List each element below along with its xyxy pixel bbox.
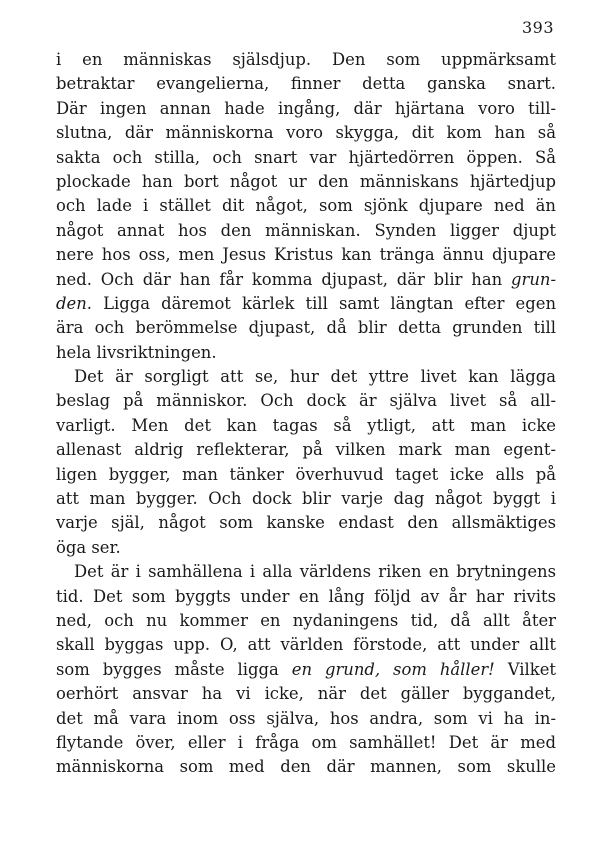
text-line [56, 438, 556, 462]
line-text: Det är i samhällena i alla världens riken en brytningens [74, 562, 556, 582]
line-text: ära och berömmelse djupast, då blir detta grunden till [56, 318, 556, 338]
body-text [56, 48, 556, 780]
text-line [56, 316, 556, 340]
text-line [56, 146, 556, 170]
text-line [56, 487, 556, 511]
page-number: 393 [521, 18, 554, 37]
line-text: flytande över, eller i fråga om samhället! Det är med [56, 732, 556, 752]
text-line [56, 731, 556, 755]
line-text: människorna som med den där mannen, som skulle [56, 757, 556, 777]
line-text: öga ser. [56, 537, 121, 557]
text-line [56, 194, 556, 218]
line-text: ned, och nu kommer en nydaningens tid, då allt åter [56, 610, 556, 630]
line-text: oerhört ansvar ha vi icke, när det gäller byggandet, [56, 684, 556, 704]
line-text: slutna, där människorna voro skygga, dit kom han så [56, 123, 556, 143]
line-text: och lade i stället dit något, som sjönk djupare ned än [56, 196, 556, 216]
text-line [56, 633, 556, 657]
text-line [56, 268, 556, 292]
line-text: som bygges måste ligga [56, 659, 292, 679]
text-line [56, 292, 556, 316]
line-text: ned. Och där han får komma djupast, där blir han [56, 269, 512, 289]
text-line [56, 585, 556, 609]
text-line [56, 365, 556, 389]
text-line [56, 536, 556, 560]
text-line [56, 121, 556, 145]
line-text: Vilket [494, 659, 556, 679]
text-line [56, 609, 556, 633]
text-line [56, 658, 556, 682]
line-text: Där ingen annan hade ingång, där hjärtana voro till- [56, 98, 556, 118]
italic-text: grun- [511, 269, 556, 289]
text-line [56, 389, 556, 413]
line-text: att man bygger. Och dock blir varje dag något byggt i [56, 489, 556, 509]
line-text: beslag på människor. Och dock är själva livet så all- [56, 391, 556, 411]
text-line [56, 707, 556, 731]
text-line [56, 560, 556, 584]
line-text: hela livsriktningen. [56, 342, 217, 362]
line-text: något annat hos den människan. Synden ligger djupt [56, 220, 556, 240]
line-text: tid. Det som byggts under en lång följd av år har rivits [56, 586, 556, 606]
line-text: varligt. Men det kan tagas så ytligt, att man icke [56, 415, 556, 435]
text-line [56, 97, 556, 121]
text-line [56, 48, 556, 72]
line-text: Det är sorgligt att se, hur det yttre livet kan lägga [74, 367, 556, 387]
text-line [56, 72, 556, 96]
line-text: skall byggas upp. O, att världen förstode, att under allt [56, 635, 556, 655]
line-text: nere hos oss, men Jesus Kristus kan tränga ännu djupare [56, 245, 556, 265]
text-line [56, 463, 556, 487]
text-line [56, 755, 556, 779]
text-line [56, 682, 556, 706]
line-text: det må vara inom oss själva, hos andra, som vi ha in- [56, 708, 556, 728]
text-line [56, 414, 556, 438]
line-text: sakta och stilla, och snart var hjärtedörren öppen. Så [56, 147, 556, 167]
line-text: allenast aldrig reflekterar, på vilken mark man egent- [56, 440, 556, 460]
line-text: betraktar evangelierna, finner detta ganska snart. [56, 74, 556, 94]
text-line [56, 170, 556, 194]
text-line [56, 243, 556, 267]
line-text: Ligga däremot kärlek till samt längtan efter egen [91, 293, 556, 313]
text-line [56, 219, 556, 243]
italic-text: en grund, som håller! [291, 659, 495, 679]
text-line [56, 511, 556, 535]
line-text: plockade han bort något ur den människans hjärtedjup [56, 171, 556, 191]
line-text: ligen bygger, man tänker överhuvud taget icke alls på [56, 464, 556, 484]
line-text: i en människas själsdjup. Den som uppmärksamt [56, 50, 556, 69]
italic-text: den. [56, 293, 92, 313]
line-text: varje själ, något som kanske endast den allsmäktiges [56, 513, 556, 533]
text-line [56, 341, 556, 365]
